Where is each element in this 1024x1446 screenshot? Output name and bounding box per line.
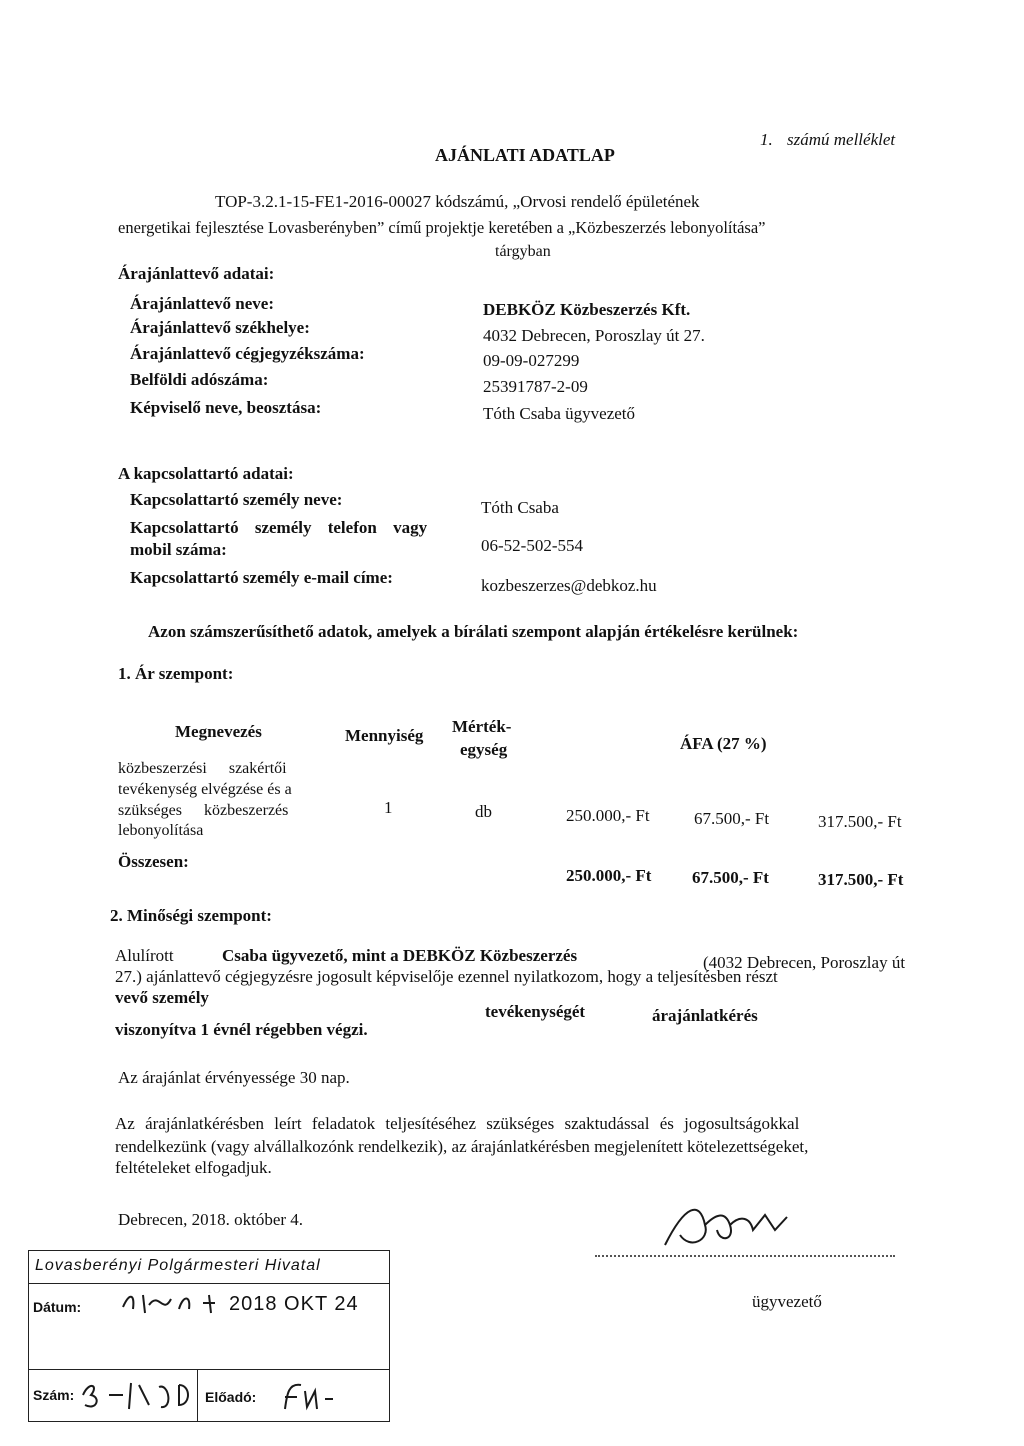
stamp-number-label: Szám: bbox=[33, 1387, 75, 1403]
bidder-name-value: DEBKÖZ Közbeszerzés Kft. bbox=[483, 300, 691, 319]
col-header-qty: Mennyiség bbox=[345, 726, 424, 745]
tax-number-label: Belföldi adószáma: bbox=[130, 370, 269, 389]
intro-line-1: TOP-3.2.1-15-FE1-2016-00027 kódszámú, „Orvosi rendelő épületének bbox=[215, 192, 700, 211]
total-label: Összesen: bbox=[118, 852, 189, 871]
bidder-seat-value: 4032 Debrecen, Poroszlay út 27. bbox=[483, 326, 705, 345]
bidder-registry-label: Árajánlattevő cégjegyzékszáma: bbox=[130, 344, 365, 363]
item-name-line-4: lebonyolítása bbox=[118, 822, 204, 839]
handwritten-number bbox=[79, 1375, 199, 1415]
representative-value: Tóth Csaba ügyvezető bbox=[483, 404, 636, 423]
signature-line bbox=[595, 1255, 895, 1257]
tax-number-value: 25391787-2-09 bbox=[483, 377, 588, 396]
signature-title: ügyvezető bbox=[752, 1292, 822, 1311]
contact-section-title: A kapcsolattartó adatai: bbox=[118, 464, 294, 483]
col-header-name: Megnevezés bbox=[175, 722, 262, 741]
annex-number: 1. bbox=[760, 130, 773, 149]
bidder-section-title: Árajánlattevő adatai: bbox=[118, 264, 275, 283]
closing-line-3: feltételeket elfogadjuk. bbox=[115, 1158, 272, 1177]
quality-criterion-title: 2. Minőségi szempont: bbox=[110, 906, 272, 925]
col-header-unit-1: Mérték- bbox=[452, 717, 512, 736]
stamp-office: Lovasberényi Polgármesteri Hivatal bbox=[35, 1257, 321, 1274]
closing-line-2: rendelkezünk (vagy alvállalkozónk rendelkezik), az árajánlatkérésben megjelenített kötelezettségeket, bbox=[115, 1137, 809, 1156]
stamp-date: 2018 OKT 24 bbox=[229, 1293, 359, 1315]
col-header-vat: ÁFA (27 %) bbox=[680, 734, 767, 753]
annex-label bbox=[760, 130, 895, 150]
item-qty: 1 bbox=[384, 798, 393, 817]
item-name-line-1: közbeszerzési szakértői bbox=[118, 760, 287, 777]
total-net: 250.000,- Ft bbox=[566, 866, 652, 885]
contact-name-label: Kapcsolattartó személy neve: bbox=[130, 490, 343, 509]
representative-label: Képviselő neve, beosztása: bbox=[130, 398, 322, 417]
statement-line-1a: Alulírott bbox=[115, 946, 174, 965]
statement-line-3c: árajánlatkérés bbox=[652, 1006, 758, 1025]
annex-text: számú melléklet bbox=[787, 130, 896, 149]
contact-email-value: kozbeszerzes@debkoz.hu bbox=[481, 576, 657, 595]
document-title: AJÁNLATI ADATLAP bbox=[435, 145, 615, 165]
registration-stamp bbox=[28, 1250, 390, 1422]
bidder-registry-value: 09-09-027299 bbox=[483, 351, 580, 370]
bidder-name-label: Árajánlattevő neve: bbox=[130, 294, 274, 313]
statement-line-3b: tevékenységét bbox=[485, 1002, 586, 1021]
item-gross: 317.500,- Ft bbox=[818, 812, 902, 831]
validity-text: Az árajánlat érvényessége 30 nap. bbox=[118, 1068, 350, 1087]
handwritten-initials bbox=[279, 1375, 339, 1415]
criteria-heading: Azon számszerűsíthető adatok, amelyek a bírálati szempont alapján értékelésre kerülnek: bbox=[148, 622, 799, 641]
intro-line-2: energetikai fejlesztése Lovasberényben” című projektje keretében a „Közbeszerzés lebonyolítása” bbox=[118, 218, 766, 237]
statement-line-3a: vevő személy bbox=[115, 988, 209, 1007]
item-unit: db bbox=[475, 802, 492, 821]
handwritten-date bbox=[119, 1285, 229, 1321]
item-net: 250.000,- Ft bbox=[566, 806, 650, 825]
statement-line-2: 27.) ajánlattevő cégjegyzésre jogosult képviselője ezennel nyilatkozom, hogy a teljesítésben részt bbox=[115, 967, 778, 986]
bidder-seat-label: Árajánlattevő székhelye: bbox=[130, 318, 310, 337]
item-vat: 67.500,- Ft bbox=[694, 809, 770, 828]
price-criterion-title: 1. Ár szempont: bbox=[118, 664, 234, 683]
contact-phone-label-1: Kapcsolattartó személy telefon vagy bbox=[130, 518, 428, 537]
intro-line-3: tárgyban bbox=[495, 243, 551, 260]
total-vat: 67.500,- Ft bbox=[692, 868, 769, 887]
stamp-handler-label: Előadó: bbox=[205, 1389, 257, 1405]
date-place: Debrecen, 2018. október 4. bbox=[118, 1210, 304, 1229]
contact-email-label: Kapcsolattartó személy e-mail címe: bbox=[130, 568, 393, 587]
total-gross: 317.500,- Ft bbox=[818, 870, 904, 889]
statement-line-1c: (4032 Debrecen, Poroszlay út bbox=[703, 953, 906, 972]
statement-line-4: viszonyítva 1 évnél régebben végzi. bbox=[115, 1020, 368, 1039]
item-name-line-2: tevékenység elvégzése és a bbox=[118, 781, 292, 798]
closing-line-1: Az árajánlatkérésben leírt feladatok teljesítéséhez szükséges szaktudással és jogosultságokkal bbox=[115, 1114, 800, 1133]
col-header-unit-2: egység bbox=[460, 740, 508, 759]
contact-phone-label-2: mobil száma: bbox=[130, 540, 227, 559]
contact-phone-value: 06-52-502-554 bbox=[481, 536, 583, 555]
signature-image bbox=[655, 1195, 795, 1255]
stamp-date-label: Dátum: bbox=[33, 1299, 82, 1315]
contact-name-value: Tóth Csaba bbox=[481, 498, 559, 517]
statement-line-1b: Csaba ügyvezető, mint a DEBKÖZ Közbeszerzés bbox=[222, 946, 578, 965]
item-name-line-3: szükséges közbeszerzés bbox=[118, 802, 289, 819]
